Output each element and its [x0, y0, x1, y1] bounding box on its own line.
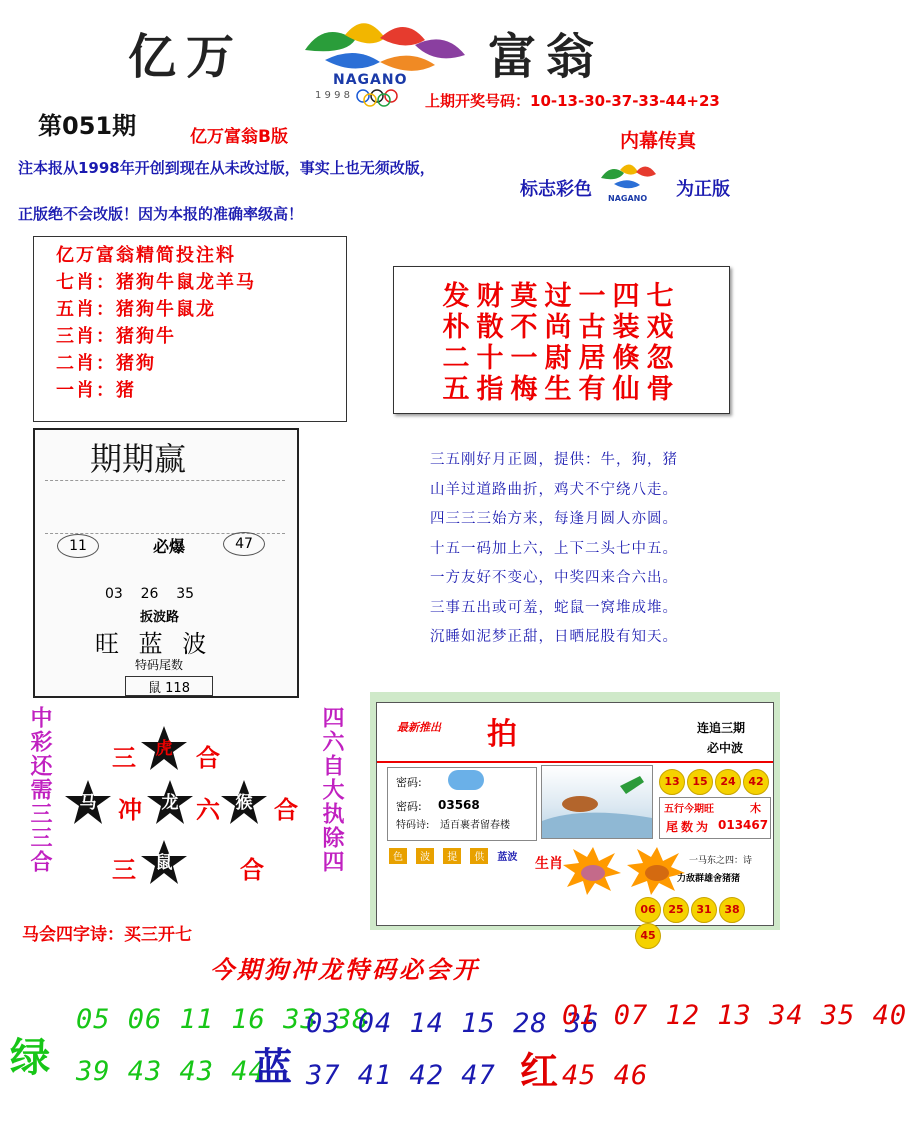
scan-ball-left: 11 [57, 534, 99, 558]
scan-ball-right: 47 [223, 532, 265, 556]
ball: 24 [715, 769, 741, 795]
ad-side-text: 一马东之四：诗 [689, 856, 753, 866]
ball: 13 [659, 769, 685, 795]
poem7-line: 四三三三始方来，每逢月圆人亦圆。 [430, 511, 678, 527]
poem-line: 二十一尉居倏忽 [442, 343, 681, 374]
ball: 42 [743, 769, 769, 795]
poem-box [393, 266, 730, 414]
rat-star-icon: 鼠 [140, 838, 188, 886]
ball: 45 [635, 923, 661, 949]
poem-line: 朴散不尚古装戏 [442, 312, 681, 343]
ad-vertical-poem [389, 865, 529, 921]
poem7-line: 一方友好不变心，中奖四来合六出。 [430, 570, 678, 586]
tiger-star-icon: 虎 [140, 724, 188, 772]
grid-he-top: 合 [196, 744, 220, 772]
ad-picture [541, 765, 653, 839]
picks-box [33, 236, 347, 422]
scan-title: 期期赢 [90, 440, 187, 478]
blue-nums-2: 37 41 42 47 [306, 1060, 496, 1091]
five-elements-label: 五行今期旺 [664, 804, 714, 815]
green-label: 绿 [10, 1035, 50, 1081]
edition-label: 亿万富翁B版 [190, 127, 288, 147]
tail-label: 尾数为 [666, 820, 712, 834]
zodiac-label: 生肖 [535, 856, 563, 872]
grid-chong: 冲 [118, 796, 142, 824]
blue-label: 蓝 [254, 1045, 293, 1089]
horse-star-icon: 马 [64, 778, 112, 826]
grid-he-mid: 合 [274, 796, 298, 824]
ad-big-char: 拍 [487, 717, 517, 752]
ad-password-box [387, 767, 537, 841]
title-left: 亿万 [128, 29, 245, 85]
notice-line-2: 正版绝不会改版！因为本报的准确率级高！ [18, 205, 304, 223]
grid-six: 六 [196, 796, 220, 824]
small-logo-icon: NAGANO [596, 158, 664, 216]
scan-rat: 鼠 118 [125, 676, 213, 696]
picks-line: 五肖：猪狗牛鼠龙 [56, 299, 216, 320]
grid-three-bottom: 三 [112, 856, 136, 884]
right-vertical-text: 四六自大执除四 [319, 706, 344, 874]
ad-panel [370, 692, 780, 942]
notice-line-1: 注本报从1998年开创到现在从未改过版，事实上也无须改版， [18, 159, 435, 177]
grid-three-top: 三 [112, 744, 136, 772]
issue-number: 第051期 [38, 112, 137, 140]
poem-line: 发财莫过一四七 [442, 281, 681, 312]
poem7-line: 三事五出或可羞，蛇鼠一窝堆成堆。 [430, 599, 678, 616]
olympic-rings-icon [355, 88, 425, 106]
fax-label: 内幕传真 [620, 130, 697, 152]
picks-line: 三肖：猪狗牛 [56, 326, 176, 347]
picks-line: 一肖：猪 [56, 380, 136, 401]
element-value: 木 [750, 802, 761, 815]
ad-small-icon [448, 770, 484, 790]
ad-power-text: 力敌群雄舍猪猪 [677, 874, 741, 884]
red-label: 红 [520, 1049, 559, 1093]
left-vertical-text: 中彩还需三三合 [27, 706, 52, 874]
password-label: 密码: [396, 776, 422, 789]
ad-balls-top [659, 769, 771, 795]
picks-line: 七肖：猪狗牛鼠龙羊马 [56, 272, 256, 293]
grid-he-bottom: 合 [240, 856, 264, 884]
ad-inner [376, 702, 774, 942]
title-right: 富翁 [488, 29, 605, 85]
poem7-block [430, 446, 678, 653]
ball: 06 [635, 897, 661, 923]
picks-line: 二肖：猪狗 [56, 353, 156, 374]
password-label-2: 密码: [396, 800, 422, 813]
last-draw [425, 90, 720, 111]
scan-box [33, 428, 299, 698]
poem7-line: 山羊过道路曲折，鸡犬不宁绕八走。 [430, 481, 678, 498]
password-value: 03568 [438, 798, 480, 812]
logo-year: 1 9 9 8 [315, 90, 350, 101]
poem-line: 五指梅生有仙骨 [442, 374, 681, 405]
scan-special-label: 特码尾数 [135, 658, 184, 672]
special-poem-label: 特码诗: [396, 820, 430, 831]
mark-left: 标志彩色 [520, 179, 592, 200]
scan-wave: 旺 蓝 波 [95, 630, 213, 658]
last-draw-numbers: 10-13-30-37-33-44+23 [530, 92, 720, 110]
scan-noise [45, 480, 285, 534]
tail-value: 013467 [718, 818, 769, 832]
picks-heading: 亿万富翁精简投注料 [56, 245, 236, 266]
green-nums-1: 05 06 11 16 33 38 [76, 1004, 370, 1035]
burst-tiger-icon [627, 845, 687, 895]
scan-wave-label: 扳波路 [140, 610, 180, 625]
monkey-star-icon: 猴 [220, 778, 268, 826]
poem7-line: 沉睡如泥梦正甜，日晒屁股有知天。 [430, 629, 678, 645]
last-draw-label: 上期开奖号码： [425, 92, 531, 110]
special-poem-value: 适百裹者留春楼 [440, 820, 510, 831]
ad-new-label: 最新推出 [397, 721, 441, 734]
ad-divider [377, 761, 773, 763]
red-nums-2: 45 46 [562, 1060, 649, 1091]
ball: 25 [663, 897, 689, 923]
burst-pig-icon [563, 845, 623, 895]
poem7-line: 十五一码加上六，上下二头七中五。 [430, 540, 678, 557]
ad-balls-bottom [635, 897, 773, 949]
green-nums-2: 39 43 43 44 [76, 1056, 266, 1087]
ad-must-wave: 必中波 [707, 741, 744, 755]
ball: 38 [719, 897, 745, 923]
ad-three-periods: 连追三期 [697, 721, 746, 735]
ad-blank [527, 703, 627, 743]
banner: 今期狗冲龙特码必会开 [210, 956, 480, 984]
scan-must: 必爆 [153, 537, 186, 556]
ad-element-box [659, 797, 771, 839]
horse-poem: 马会四字诗：买三开七 [22, 925, 192, 945]
poem7-line: 三五刚好月正圆，提供：牛，狗，猪 [430, 452, 678, 468]
color-wave-row: 色 波 提 供 蓝波 [389, 845, 517, 864]
red-nums-1: 01 07 12 13 34 35 40 [562, 1000, 907, 1031]
dragon-star-icon: 龙 [146, 778, 194, 826]
scan-nums: 03 26 35 [105, 586, 195, 602]
blue-nums-1: 03 04 14 15 28 36 [306, 1008, 600, 1039]
mark-right: 为正版 [676, 179, 730, 200]
ball: 15 [687, 769, 713, 795]
logo-text: NAGANO [333, 72, 408, 88]
ball: 31 [691, 897, 717, 923]
